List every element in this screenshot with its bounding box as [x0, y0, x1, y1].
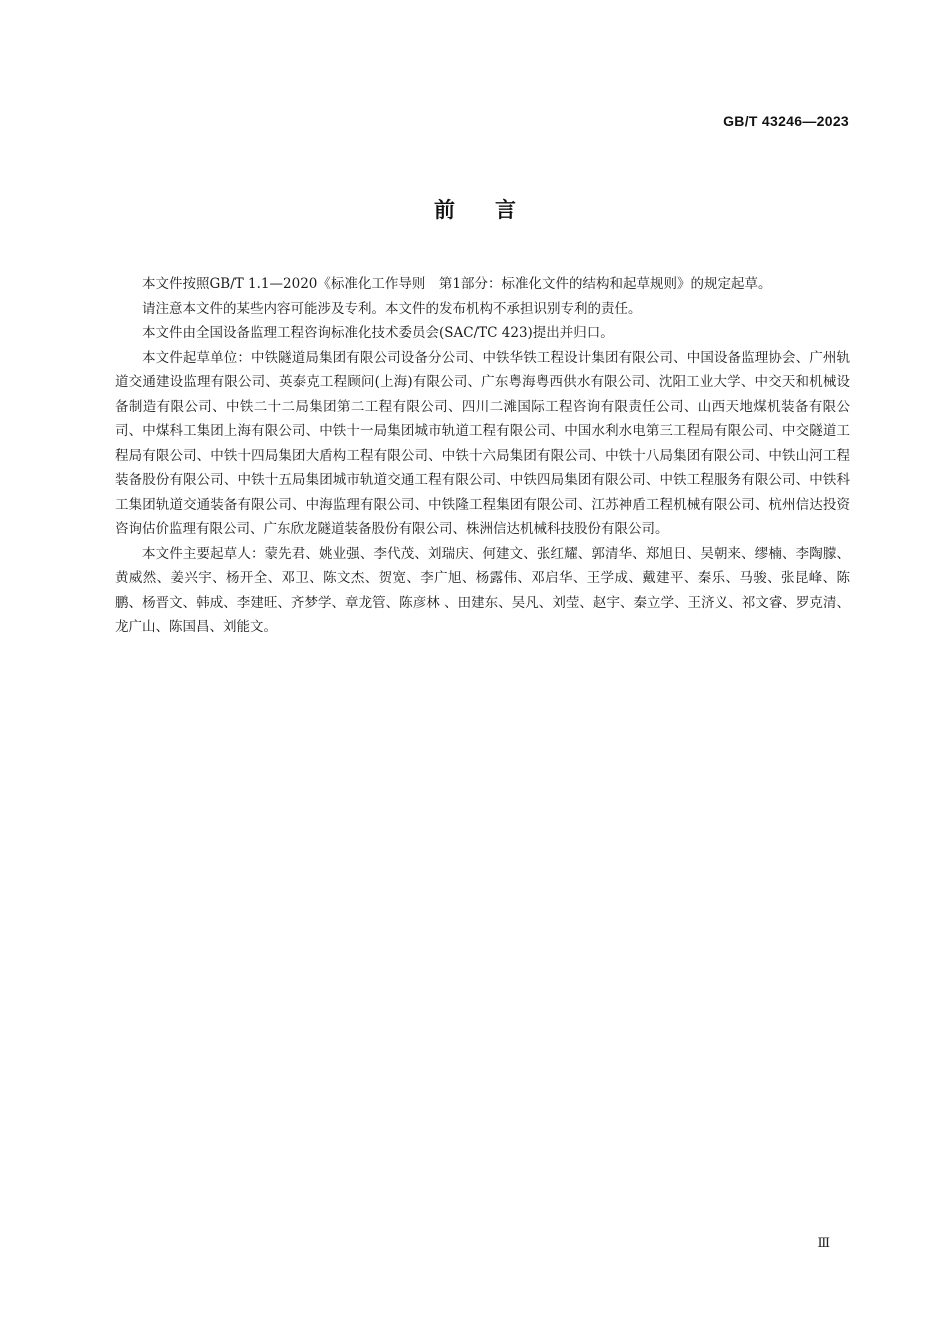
paragraph-drafters: 本文件主要起草人：蒙先君、姚业强、李代茂、刘瑞庆、何建文、张红耀、郭清华、郑旭日、吴朝来、缪楠、李陶朦、黄威然、姜兴宇、杨开全、邓卫、陈文杰、贺宽、李广旭、杨露伟、邓启华、王学成、戴建平、秦乐、马骏、张昆峰、陈鹏、杨晋文、韩成、李建旺、齐梦学、章龙管、陈彦林 、田建东、吴凡、刘莹、赵宇、秦立学、王济义、祁文睿、罗克清、龙广山、陈国昌、刘能文。 [115, 545, 850, 635]
paragraph-patent-notice: 请注意本文件的某些内容可能涉及专利。本文件的发布机构不承担识别专利的责任。 [142, 300, 642, 317]
page-title: 前言 [434, 198, 556, 222]
paragraph-proposer: 本文件由全国设备监理工程咨询标准化技术委员会(SAC/TC 423)提出并归口。 [142, 325, 614, 341]
standard-number: GB/T 43246—2023 [723, 113, 849, 129]
paragraph-drafting-rules: 本文件按照GB/T 1.1—2020《标准化工作导则 第1部分：标准化文件的结构和起草规则》的规定起草。 [142, 276, 772, 292]
page-number: Ⅲ [817, 1236, 830, 1251]
paragraph-drafting-units: 本文件起草单位：中铁隧道局集团有限公司设备分公司、中铁华铁工程设计集团有限公司、中国设备监理协会、广州轨道交通建设监理有限公司、英泰克工程顾问(上海)有限公司、广东粤海粤西供水有限公司、沈阳工业大学、中交天和机械设备制造有限公司、中铁二十二局集团第二工程有限公司、四川二滩国际工程咨询有限责任公司、山西天地煤机装备有限公司、中煤科工集团上海有限公司、中铁十一局集团城市轨道工程有限公司、中国水利水电第三工程局有限公司、中交隧道工程局有限公司、中铁十四局集团大盾构工程有限公司、中铁十六局集团有限公司、中铁十八局集团有限公司、中铁山河工程装备股份有限公司、中铁十五局集团城市轨道交通工程有限公司、中铁四局集团有限公司、中铁工程服务有限公司、中铁科工集团轨道交通装备有限公司、中海监理有限公司、中铁隆工程集团有限公司、江苏神盾工程机械有限公司、杭州信达投资咨询估价监理有限公司、广东欣龙隧道装备股份有限公司、株洲信达机械科技股份有限公司。 [115, 349, 850, 537]
document-body [115, 272, 850, 640]
